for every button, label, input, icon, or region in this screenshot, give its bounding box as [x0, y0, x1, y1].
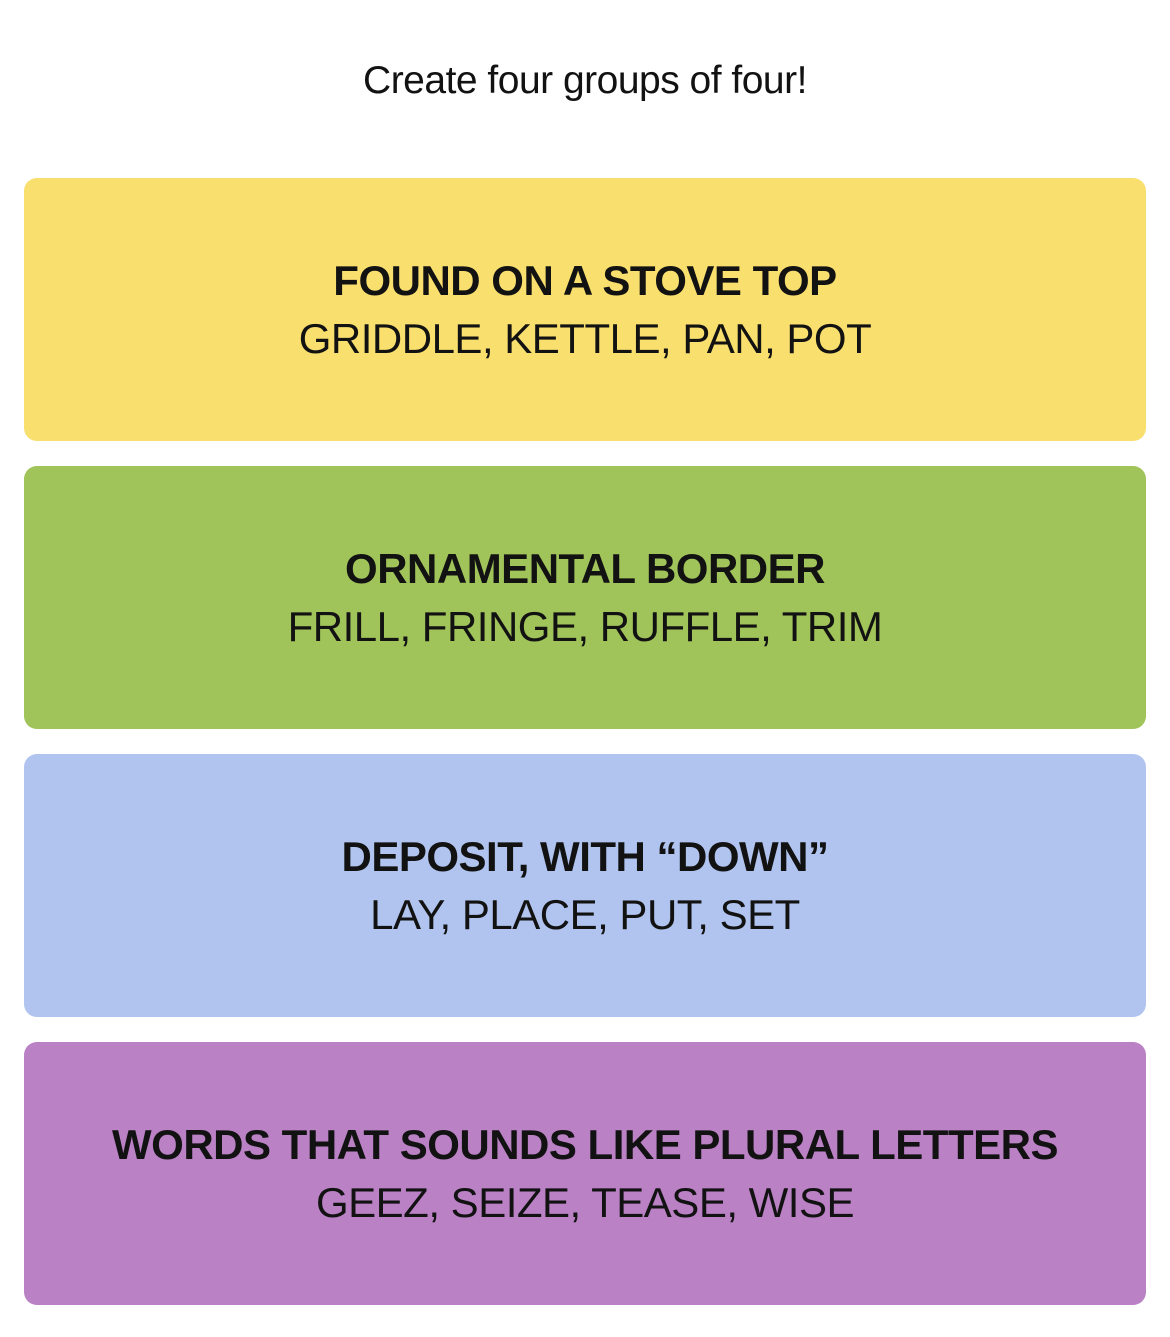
group-category-label: WORDS THAT SOUNDS LIKE PLURAL LETTERS — [112, 1120, 1058, 1168]
group-words-label: GEEZ, SEIZE, TEASE, WISE — [315, 1178, 855, 1226]
group-category-label: FOUND ON A STOVE TOP — [333, 256, 837, 304]
group-card-purple — [24, 1042, 1146, 1305]
group-words-label: FRILL, FRINGE, RUFFLE, TRIM — [287, 602, 883, 650]
group-category-label: DEPOSIT, WITH “DOWN” — [341, 832, 829, 880]
page-title: Create four groups of four! — [363, 59, 807, 102]
group-card-green — [24, 466, 1146, 729]
group-category-label: ORNAMENTAL BORDER — [345, 544, 825, 592]
group-card-yellow — [24, 178, 1146, 441]
group-cards-list — [0, 178, 1170, 1305]
group-words-label: GRIDDLE, KETTLE, PAN, POT — [298, 314, 872, 362]
group-card-blue — [24, 754, 1146, 1017]
group-words-label: LAY, PLACE, PUT, SET — [370, 890, 800, 938]
